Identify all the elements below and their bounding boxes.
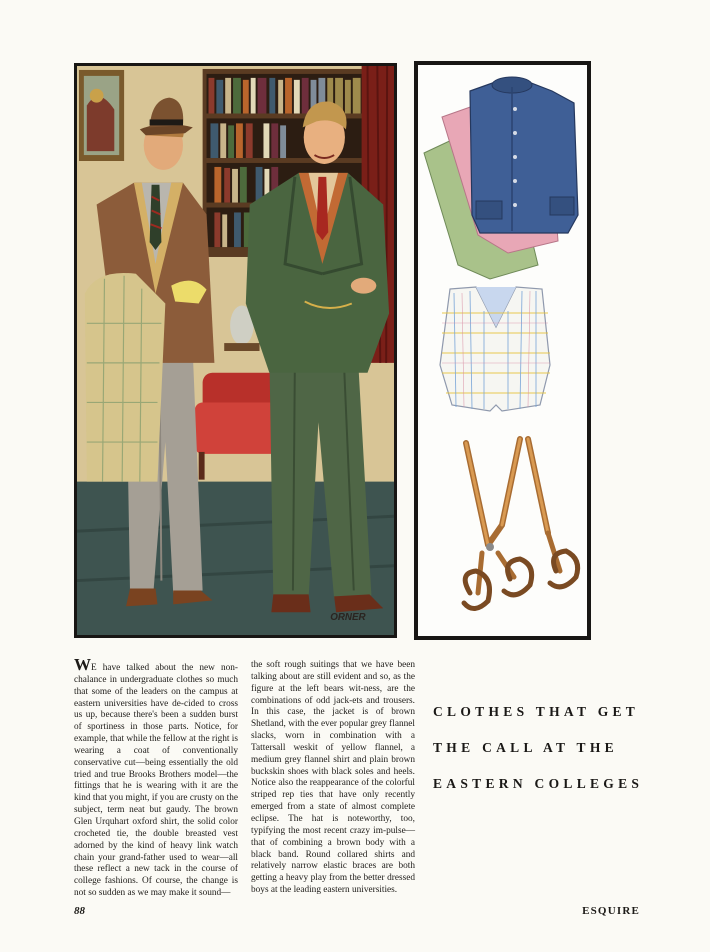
wall-painting [79,70,124,161]
article-column-left [74,655,238,900]
magazine-name: ESQUIRE [582,905,640,917]
headline-line-1: CLOTHES THAT GET [433,704,640,719]
main-illustration [74,63,397,638]
artist-signature: ORNER [330,612,366,624]
tattersall-vest-icon [440,287,550,411]
article-column-right [251,660,415,897]
accessories-illustration [414,61,591,640]
article-text-left: E have talked about the new non-chalance in undergraduate clothes so much that some of the leaders on the campus at eastern universities have de-cided to cross us up, because there's been a sudden burst of sportiness in those parts. Notice, for example, that while the fellow at the right is wearing a coat of conventionally conservative cut—being essentially the old tried and true Brooks Brothers model—the fittings that he is wearing with it are the kind that you might, if you are crusty on the subject, term neat but gaudy. The brown Glen Urquhart oxford shirt, the solid color crocheted tie, the double breasted vest adorned by the kind of heavy link watch chain your grand-father used to wear—all these reflect a new tack in the course of college fashions. Of course, the change is not so sudden as we may make it sound— [74,663,238,899]
drop-cap: W [74,655,91,674]
page-number: 88 [74,905,85,917]
headline-line-2: THE CALL AT THE [433,740,618,755]
headline-line-3: EASTERN COLLEGES [433,776,644,791]
article-text-right: the soft rough suitings that we have been talking about are still evident and so, as the figure at the left bears wit-ness, are the combinations of odd jack-ets and trousers. In this case, the jacket is of brown Shetland, with the ever popular grey flannel slacks, worn in combination with a Tattersall weskit of yellow flannel, a medium grey flannel shirt and plain brown buckskin shoes with black soles and heels. Notice also the reappearance of the colorful striped rep ties that have only recently emerged from a state of almost complete eclipse. The hat is noteworthy, too, typifying the most recent crazy im-pulse—that of combining a brown body with a black band. Round collared shirts and relatively narrow elastic braces are both getting a heavy play from the better dressed boys at the leading eastern universities. [251,660,415,896]
